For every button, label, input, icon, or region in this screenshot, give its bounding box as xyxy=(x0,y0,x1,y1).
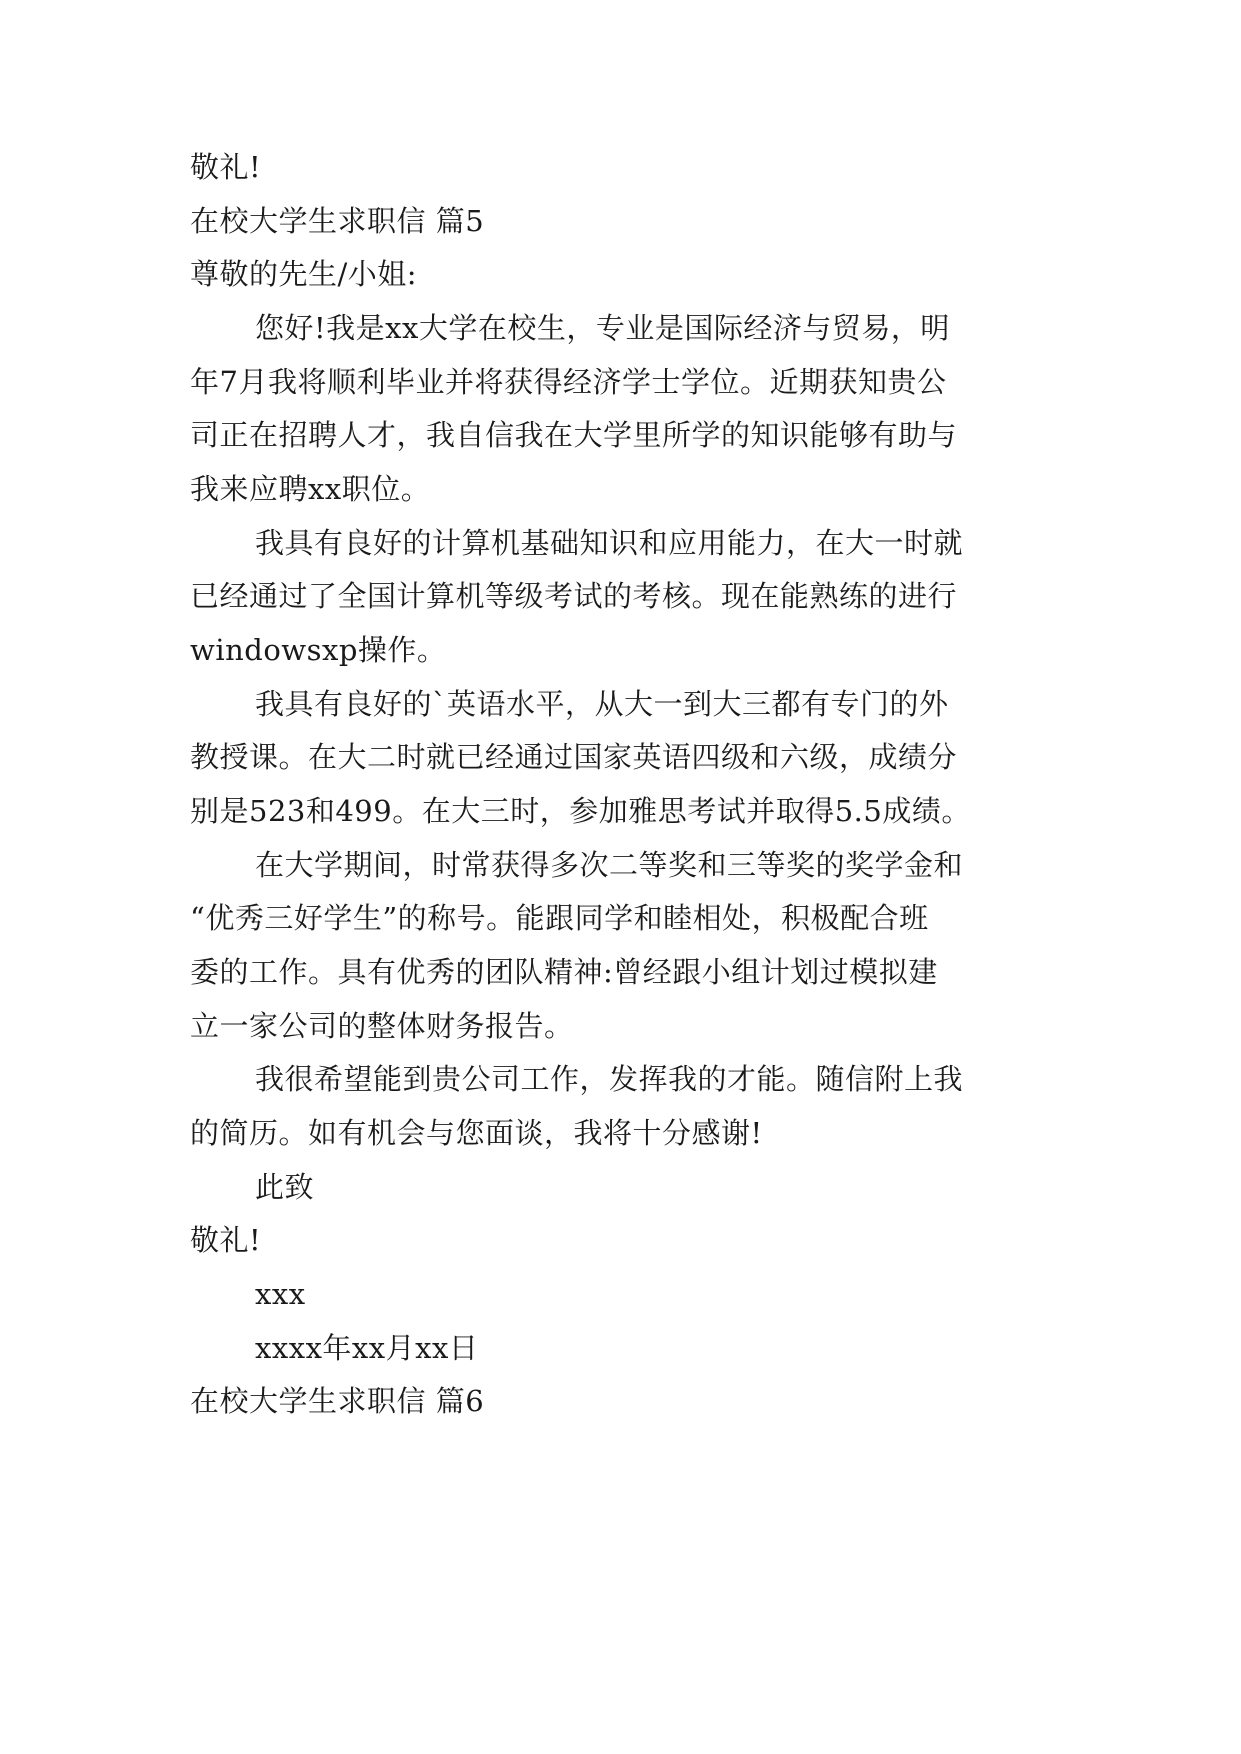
paragraph-awards-line-3: 委的工作。具有优秀的团队精神:曾经跟小组计划过模拟建 xyxy=(190,955,938,989)
section-heading-6: 在校大学生求职信 篇6 xyxy=(190,1384,485,1418)
paragraph-intro-line-3: 司正在招聘人才，我自信我在大学里所学的知识能够有助与 xyxy=(190,418,958,452)
paragraph-closing-line-2: 的简历。如有机会与您面谈，我将十分感谢! xyxy=(190,1116,763,1150)
closing-salute-prev: 敬礼! xyxy=(190,150,262,184)
paragraph-english-line-3: 别是523和499。在大三时，参加雅思考试并取得5.5成绩。 xyxy=(190,794,971,828)
paragraph-awards-line-1: 在大学期间，时常获得多次二等奖和三等奖的奖学金和 xyxy=(255,848,964,882)
closing-salute: 敬礼! xyxy=(190,1223,262,1257)
paragraph-intro-line-1: 您好!我是xx大学在校生，专业是国际经济与贸易，明 xyxy=(255,311,950,345)
closing-phrase: 此致 xyxy=(255,1170,315,1204)
paragraph-computer-line-1: 我具有良好的计算机基础知识和应用能力，在大一时就 xyxy=(255,526,964,560)
salutation: 尊敬的先生/小姐: xyxy=(190,257,418,291)
paragraph-awards-line-4: 立一家公司的整体财务报告。 xyxy=(190,1009,574,1043)
signature-date: xxxx年xx月xx日 xyxy=(255,1331,479,1365)
paragraph-closing-line-1: 我很希望能到贵公司工作，发挥我的才能。随信附上我 xyxy=(255,1062,964,1096)
paragraph-computer-line-2: 已经通过了全国计算机等级考试的考核。现在能熟练的进行 xyxy=(190,579,958,613)
paragraph-intro-line-4: 我来应聘xx职位。 xyxy=(190,472,431,506)
paragraph-intro-line-2: 年7月我将顺利毕业并将获得经济学士学位。近期获知贵公 xyxy=(190,365,947,399)
paragraph-computer-line-3: windowsxp操作。 xyxy=(190,633,447,667)
paragraph-english-line-2: 教授课。在大二时就已经通过国家英语四级和六级，成绩分 xyxy=(190,740,958,774)
section-heading-5: 在校大学生求职信 篇5 xyxy=(190,204,485,238)
paragraph-english-line-1: 我具有良好的`英语水平，从大一到大三都有专门的外 xyxy=(255,687,949,721)
paragraph-awards-line-2: “优秀三好学生”的称号。能跟同学和睦相处，积极配合班 xyxy=(190,901,929,935)
signature-name: xxx xyxy=(255,1277,306,1311)
